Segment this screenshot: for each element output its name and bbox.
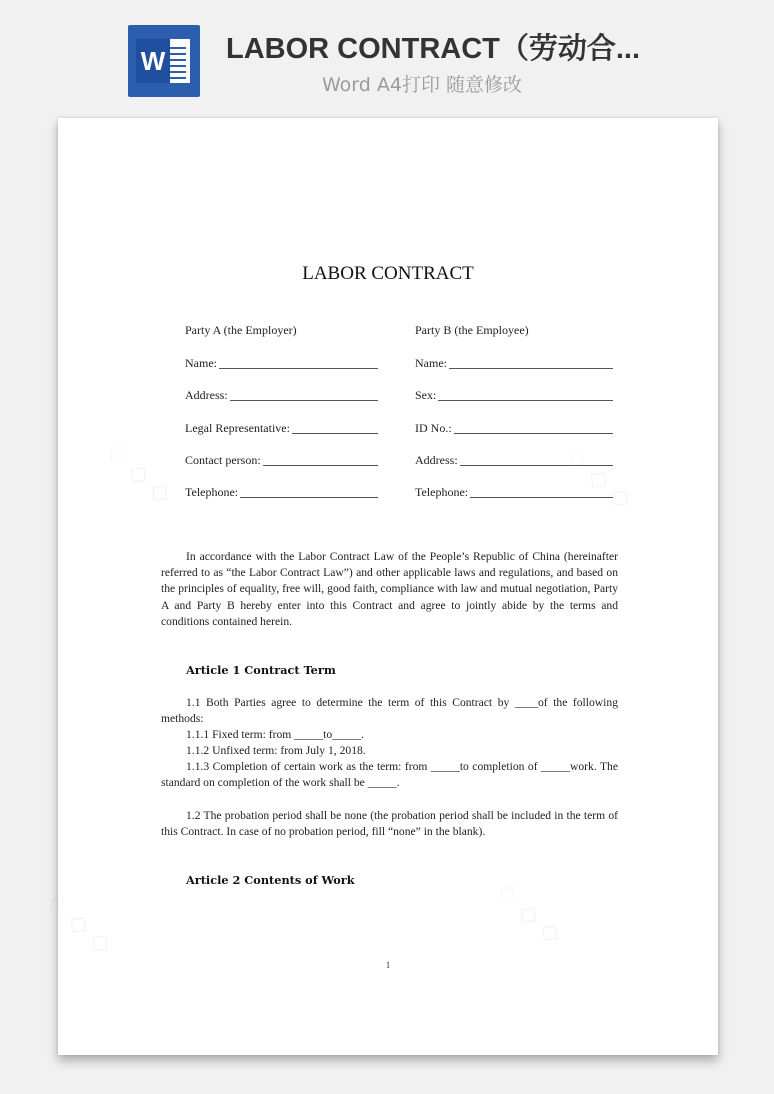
field-label: Legal Representative: xyxy=(185,421,290,435)
blank-line[interactable] xyxy=(460,453,613,466)
party-b-field xyxy=(415,388,613,403)
blank-line[interactable] xyxy=(292,421,378,434)
intro-paragraph: In accordance with the Labor Contract Law of the People’s Republic of China (hereinafter referred to as “the Labor Contract Law”) and other applicable laws and regulations, and based on the principles of equality, free will, good faith, compliance with law and mutual negotiation, Party A and Party B hereby enter into this Contract and agree to jointly abide by the terms and conditions contained herein. xyxy=(161,550,618,628)
blank-line[interactable] xyxy=(219,356,378,369)
clause-1-2: 1.2 The probation period shall be none (the probation period shall be included in the term of this Contract. In case of no probation period, fill “none” in the blank). xyxy=(161,809,618,839)
blank-line[interactable] xyxy=(454,421,613,434)
blank-line[interactable] xyxy=(438,388,613,401)
party-a-field xyxy=(185,485,378,500)
field-label: Sex: xyxy=(415,388,437,402)
blank-line[interactable] xyxy=(449,356,613,369)
page-number: 1 xyxy=(385,960,391,970)
watermark xyxy=(98,436,178,510)
field-label: Telephone: xyxy=(185,485,239,499)
field-label: ID No.: xyxy=(415,421,452,435)
field-label: Address: xyxy=(185,388,228,402)
field-label: Party B (the Employee) xyxy=(415,323,529,337)
field-label: Name: xyxy=(415,356,447,370)
contract-title: LABOR CONTRACT xyxy=(302,263,474,284)
document-subtitle: Word A4打印 随意修改 xyxy=(321,74,522,96)
document-name: LABOR CONTRACT（劳动合... xyxy=(226,33,641,65)
party-a-field xyxy=(185,388,378,403)
watermark xyxy=(558,441,638,515)
blank-line[interactable] xyxy=(240,485,378,498)
field-label: Address: xyxy=(415,453,458,467)
clause-1-1: 1.1 Both Parties agree to determine the term of this Contract by ____of the following methods: xyxy=(161,696,618,726)
watermark xyxy=(38,886,118,960)
party-a-field xyxy=(185,323,378,338)
blank-line[interactable] xyxy=(263,453,378,466)
article-2-heading: Article 2 Contents of Work xyxy=(186,873,355,887)
field-label: Contact person: xyxy=(185,453,261,467)
clause-1-1-3: 1.1.3 Completion of certain work as the term: from _____to completion of _____work. The standard on completion of the work shall be _____. xyxy=(161,760,618,790)
party-b-field xyxy=(415,453,613,468)
blank-line[interactable] xyxy=(470,485,613,498)
blank-line[interactable] xyxy=(230,388,378,401)
party-a-field xyxy=(185,421,378,436)
watermark xyxy=(488,876,568,950)
party-b-field xyxy=(415,323,613,338)
field-label: Party A (the Employer) xyxy=(185,323,297,337)
article-1-heading: Article 1 Contract Term xyxy=(186,663,336,677)
party-b-field xyxy=(415,421,613,436)
clause-1-1-1: 1.1.1 Fixed term: from _____to_____. xyxy=(186,728,365,741)
header xyxy=(0,0,774,110)
party-a-field xyxy=(185,356,378,371)
field-label: Telephone: xyxy=(415,485,469,499)
party-a-field xyxy=(185,453,378,468)
party-b-field xyxy=(415,356,613,371)
document-page xyxy=(58,118,718,1055)
clause-1-1-2: 1.1.2 Unfixed term: from July 1, 2018. xyxy=(186,744,366,757)
party-b-field xyxy=(415,485,613,500)
field-label: Name: xyxy=(185,356,217,370)
word-letter: W xyxy=(136,39,170,83)
